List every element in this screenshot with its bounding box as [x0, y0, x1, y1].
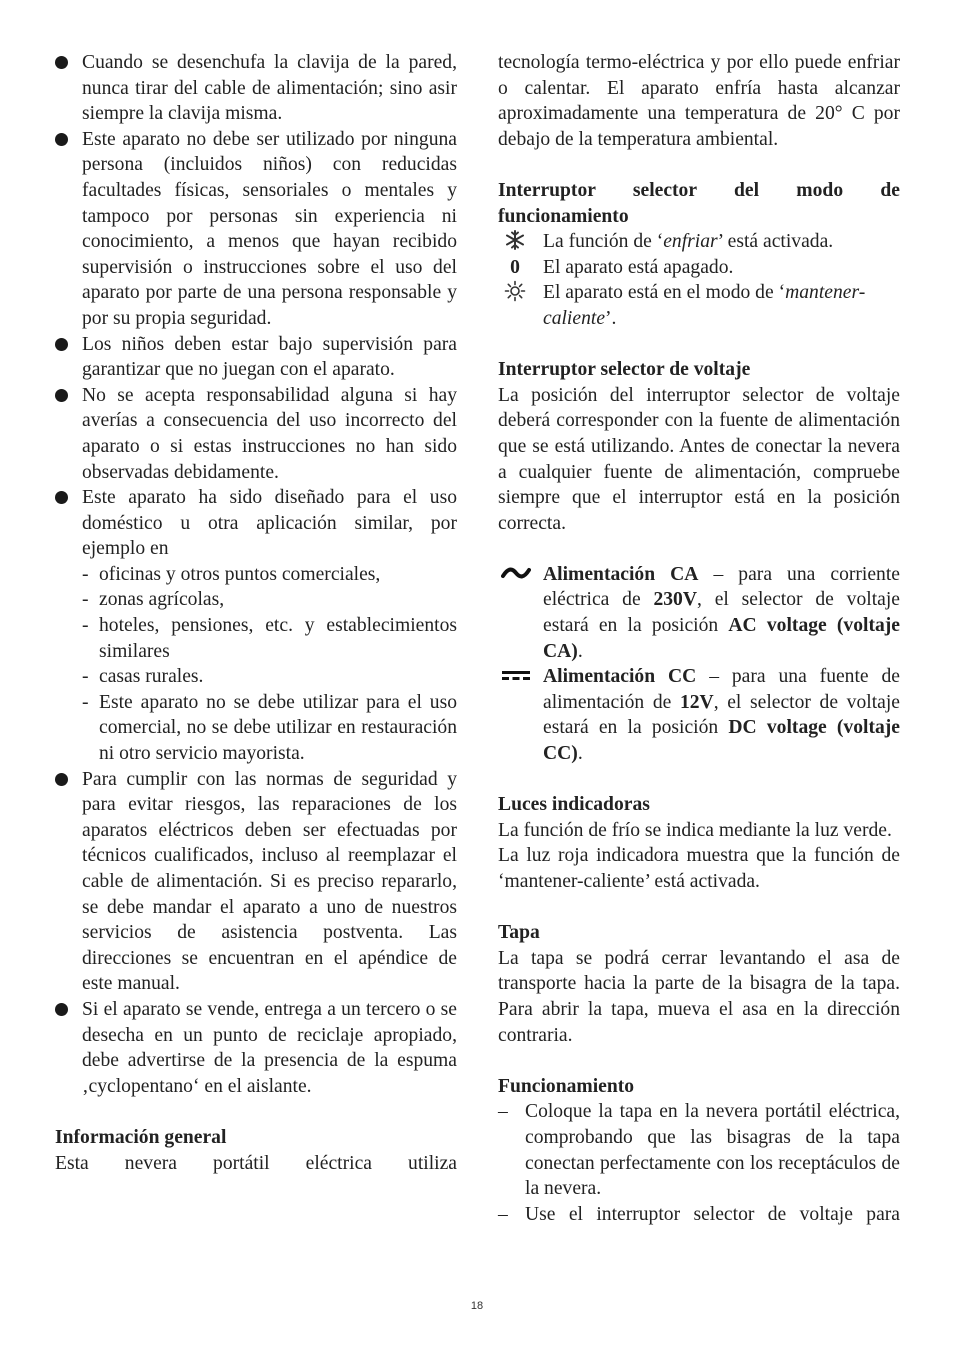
sub-list-item: - Este aparato no se debe utilizar para el uso comercial, no se debe utilizar en restauración ni otro servicio mayorista.: [82, 690, 457, 767]
sub-list-item: - zonas agrícolas,: [82, 587, 457, 613]
operation-item: – Use el interruptor selector de voltaje para: [498, 1203, 900, 1225]
indicator-lights-text-red: La luz roja indicadora muestra que la función de ‘mantener-caliente’ está activada.: [498, 845, 900, 892]
dc-current-icon: [501, 666, 531, 686]
off-symbol: 0: [510, 256, 520, 278]
bullet-item: Para cumplir con las normas de seguridad y para evitar riesgos, las reparaciones de los aparatos eléctricos deben ser efectuadas por técnicos cualificados, incluso al reemplazar el cable de alimentación. Si es preciso repararlo, se debe mandar el aparato a uno de nuestros servicios de asistencia postventa. Las direcciones se encuentran en el apéndice de este manual.: [55, 767, 457, 997]
bullet-dot-icon: [55, 56, 68, 69]
voltage-selector-heading: Interruptor selector de voltaje: [498, 359, 751, 381]
mode-selector-heading: Interruptor selector del modo de funcionamiento: [498, 179, 900, 227]
lid-text: La tapa se podrá cerrar levantando el asa de transporte hacia la parte de la bisagra de la tapa. Para abrir la tapa, mueva el asa en la dirección contraria.: [498, 947, 900, 1046]
dc-power-item: Alimentación CC – para una fuente de alimentación de 12V, el selector de voltaje estará en la posición DC voltage (voltaje CC).: [498, 664, 900, 766]
general-info-continued: tecnología termo-eléctrica y por ello puede enfriar o calentar. El aparato enfría hasta alcanzar aproximadamente una temperatura de 20° C por debajo de la temperatura ambiental.: [498, 52, 900, 150]
right-column: [498, 50, 900, 1227]
voltage-selector-text: La posición del interruptor selector de voltaje deberá corresponder con la fuente de alimentación que se está utilizando. Antes de conectar la nevera a cualquier fuente de alimentación, compruebe siempre que el interruptor está en la posición correcta.: [498, 384, 900, 534]
bullet-dot-icon: [55, 773, 68, 786]
bullet-item: Este aparato no debe ser utilizado por ninguna persona (incluidos niños) con reducidas facultades físicas, sensoriales o mentales y tampoco por personas sin experiencia ni conocimiento, a menos que hayan recibido supervisión o instrucciones sobre el uso del aparato por parte de una persona responsable y por su propia seguridad.: [55, 127, 457, 332]
general-info-text: Esta nevera portátil eléctrica utiliza: [55, 1152, 457, 1174]
bullet-item: No se acepta responsabilidad alguna si hay averías a consecuencia del uso incorrecto del aparato o si estas instrucciones no han sido observadas debidamente.: [55, 383, 457, 485]
bullet-dot-icon: [55, 389, 68, 402]
sub-list-item: - oficinas y otros puntos comerciales,: [82, 562, 457, 588]
sun-icon: [504, 280, 526, 310]
left-column: [55, 50, 457, 1176]
usage-sub-list: [55, 562, 457, 767]
bullet-dot-icon: [55, 491, 68, 504]
indicator-lights-text-green: La función de frío se indica mediante la luz verde.: [498, 819, 892, 841]
page-number: 18: [470, 1300, 484, 1312]
bullet-dot-icon: [55, 133, 68, 146]
sub-list-item: - casas rurales.: [82, 664, 457, 690]
operation-item: – Coloque la tapa en la nevera portátil eléctrica, comprobando que las bisagras de la tapa conectan perfectamente con los receptáculos de la nevera.: [498, 1101, 900, 1200]
general-info-heading: Información general: [55, 1126, 227, 1148]
bullet-dot-icon: [55, 338, 68, 351]
indicator-lights-heading: Luces indicadoras: [498, 794, 650, 816]
mode-cool-item: La función de ‘enfriar’ está activada.: [498, 229, 900, 255]
bullet-item: Los niños deben estar bajo supervisión para garantizar que no juegan con el aparato.: [55, 332, 457, 383]
mode-off-item: 0 El aparato está apagado.: [498, 255, 900, 281]
bullet-item: Si el aparato se vende, entrega a un tercero o se desecha en un punto de reciclaje apropiado, debe advertirse de la presencia de la espuma ‚cyclopentano‘ en el aislante.: [55, 997, 457, 1099]
sub-list-item: - hoteles, pensiones, etc. y establecimientos similares: [82, 613, 457, 664]
bullet-item: Este aparato ha sido diseñado para el uso doméstico u otra aplicación similar, por ejemplo en: [55, 485, 457, 562]
mode-warm-item: El aparato está en el modo de ‘mantener-caliente’.: [498, 280, 900, 331]
ac-power-item: Alimentación CA – para una corriente eléctrica de 230V, el selector de voltaje estará en la posición AC voltage (voltaje CA).: [498, 562, 900, 664]
bullet-dot-icon: [55, 1003, 68, 1016]
ac-wave-icon: [501, 564, 531, 584]
operation-heading: Funcionamiento: [498, 1075, 635, 1097]
lid-heading: Tapa: [498, 922, 540, 944]
bullet-item: Cuando se desenchufa la clavija de la pared, nunca tirar del cable de alimentación; sino asir siempre la clavija misma.: [55, 50, 457, 127]
